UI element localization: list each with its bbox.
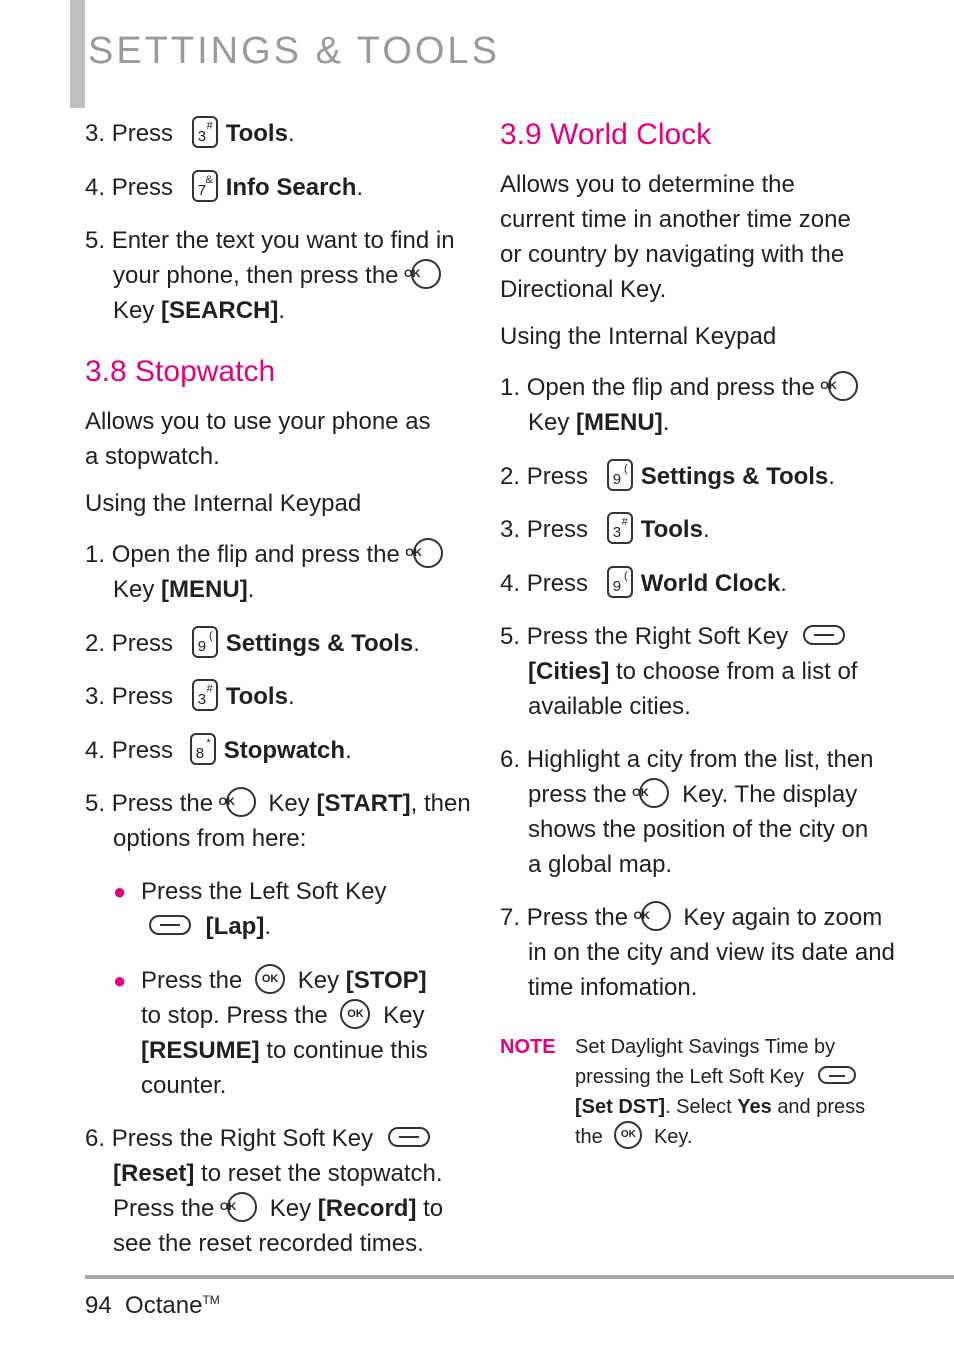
left-soft-key-icon — [149, 915, 191, 935]
bullet-icon: ● — [113, 879, 127, 904]
key-3-icon: # 3 — [192, 679, 218, 711]
stopwatch-description: Allows you to use your phone as a stopwatch. — [85, 408, 431, 470]
step-4-info-search: 4. Press & 7 Info Search. — [85, 170, 470, 205]
key-9-icon: ( 9 — [192, 626, 218, 658]
ok-key-icon: OK — [227, 1192, 257, 1222]
stopwatch-step-3: 3. Press # 3 Tools. — [85, 679, 470, 714]
ok-key-icon: OK — [411, 259, 441, 289]
note-label: NOTE — [500, 1036, 556, 1058]
step-3-tools: 3. Press # 3 Tools. — [85, 116, 470, 151]
stopwatch-step-1: 1. Open the flip and press the OK Key [MENU]. — [85, 537, 483, 607]
step-5-search: 5. Enter the text you want to find in your phone, then press the OK Key [SEARCH]. — [85, 227, 455, 324]
section-heading-stopwatch: 3.8 Stopwatch — [85, 355, 276, 388]
footer-divider — [85, 1275, 954, 1279]
left-soft-key-icon — [818, 1066, 856, 1084]
bullet-stop-resume: ● Press the OK Key [STOP] to stop. Press the OK Key [RESUME] to continue this counter. — [85, 963, 441, 1103]
world-clock-subheading: Using the Internal Keypad — [500, 323, 777, 350]
page-number: 94 — [85, 1292, 112, 1319]
world-clock-step-7: 7. Press the OK Key again to zoom in on the city and view its date and time infomation. — [500, 900, 903, 1005]
ok-key-icon: OK — [641, 901, 671, 931]
world-clock-step-1: 1. Open the flip and press the OK Key [MENU]. — [500, 370, 898, 440]
header-accent-bar — [70, 0, 85, 108]
stopwatch-subheading: Using the Internal Keypad — [85, 490, 362, 517]
ok-key-icon: OK — [413, 538, 443, 568]
stopwatch-step-4: 4. Press * 8 Stopwatch. — [85, 733, 470, 768]
bullet-lap: ● Press the Left Soft Key [Lap]. — [85, 874, 431, 944]
key-3-icon: # 3 — [607, 512, 633, 544]
section-heading-world-clock: 3.9 World Clock — [500, 118, 712, 151]
ok-key-icon: OK — [226, 787, 256, 817]
right-soft-key-icon — [388, 1127, 430, 1147]
right-soft-key-icon — [803, 625, 845, 645]
ok-key-icon: OK — [639, 778, 669, 808]
ok-key-icon: OK — [614, 1121, 642, 1149]
stopwatch-step-6: 6. Press the Right Soft Key [Reset] to reset the stopwatch. Press the OK Key [Record] to see the reset recorded times. — [85, 1125, 444, 1257]
stopwatch-step-2: 2. Press ( 9 Settings & Tools. — [85, 626, 470, 661]
world-clock-description: Allows you to determine the current time in another time zone or country by navigating with the Directional Key. — [500, 171, 851, 303]
world-clock-step-4: 4. Press ( 9 World Clock. — [500, 566, 880, 601]
world-clock-step-6: 6. Highlight a city from the list, then press the OK Key. The display shows the position of the city on a global map. — [500, 746, 874, 878]
brand-name: Octane — [125, 1292, 203, 1319]
note-text: Set Daylight Savings Time by pressing the Left Soft Key [Set DST]. Select Yes and press the OK Key. — [575, 1036, 866, 1148]
ok-key-icon: OK — [340, 999, 370, 1029]
trademark: TM — [202, 1293, 220, 1307]
world-clock-step-5: 5. Press the Right Soft Key [Cities] to choose from a list of available cities. — [500, 623, 858, 720]
page-footer — [85, 1292, 220, 1320]
bullet-icon: ● — [113, 968, 127, 993]
world-clock-step-3: 3. Press # 3 Tools. — [500, 512, 880, 547]
ok-key-icon: OK — [255, 964, 285, 994]
key-7-icon: & 7 — [192, 170, 218, 202]
key-3-icon: # 3 — [192, 116, 218, 148]
page-header-title: SETTINGS & TOOLS — [88, 30, 500, 72]
key-9-icon: ( 9 — [607, 566, 633, 598]
key-8-icon: * 8 — [190, 733, 216, 765]
stopwatch-step-5: 5. Press the OK Key [START], then options from here: — [85, 786, 483, 856]
key-9-icon: ( 9 — [607, 459, 633, 491]
world-clock-step-2: 2. Press ( 9 Settings & Tools. — [500, 459, 880, 494]
ok-key-icon: OK — [828, 371, 858, 401]
